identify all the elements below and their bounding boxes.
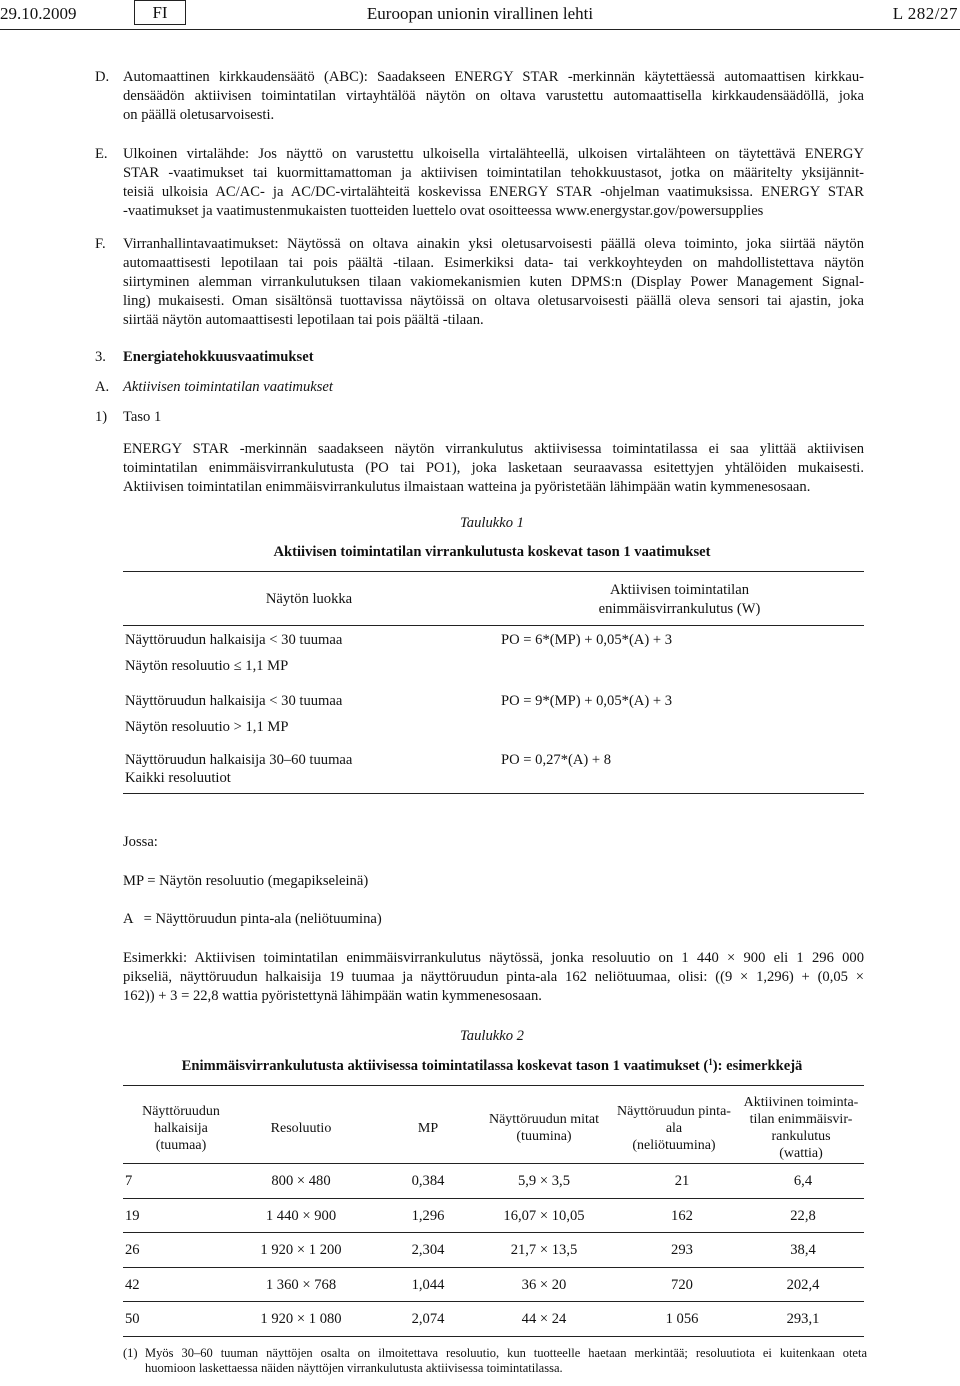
section-f-line: siirtyminen alemman virrankulutuksen tilaan vakiomekanismien kuten DPMS:n (Display Power Management Signal- xyxy=(123,274,864,290)
table-1-row3-formula: PO = 0,27*(A) + 8 xyxy=(501,752,612,768)
table-1-title: Aktiivisen toimintatilan virrankulutusta koskevat tason 1 vaatimukset xyxy=(273,544,711,560)
table-2-header-line: Näyttöruudun mitat xyxy=(488,1112,600,1127)
subsection-a-title: Aktiivisen toimintatilan vaatimukset xyxy=(123,379,333,395)
table-2-header-line: tilan enimmäisvir- xyxy=(749,1112,853,1127)
table-2-cell-dimensions: 36 × 20 xyxy=(521,1277,567,1293)
table-2-cell-dimensions: 16,07 × 10,05 xyxy=(503,1208,585,1224)
item-1-title: Taso 1 xyxy=(123,409,162,425)
table-1-header-rule xyxy=(123,625,864,626)
table-2-header-line: Näyttöruudun xyxy=(142,1104,220,1119)
section-f-line: Virranhallintavaatimukset: Näytössä on oltava ainakin yksi oletusarvoisesti päällä oleva toiminto, joka siirtää näytön xyxy=(123,236,864,252)
table-2-header-dimensions xyxy=(478,1111,610,1145)
table-2-footnote-ref: 1 xyxy=(708,1057,713,1067)
table-2-cell-dimensions: 21,7 × 13,5 xyxy=(510,1242,578,1258)
table-2-header-line: Näyttöruudun pinta- xyxy=(617,1104,731,1119)
table-2-cell-diagonal: 42 xyxy=(125,1277,140,1293)
footnote-marker: (1) xyxy=(123,1346,138,1360)
publication-date: 29.10.2009 xyxy=(0,4,77,23)
table-2-cell-power: 6,4 xyxy=(793,1173,813,1189)
table-2-cell-mp: 2,304 xyxy=(411,1242,445,1258)
table-2-header-line: (wattia) xyxy=(779,1146,823,1161)
table-2-cell-resolution: 1 920 × 1 200 xyxy=(260,1242,342,1258)
table-2-title-text: Enimmäisvirrankulutusta aktiivisessa toimintatilassa koskevat tason 1 vaatimukset ( xyxy=(181,1058,709,1074)
table-2-header-line: (tuumaa) xyxy=(155,1138,207,1153)
section-e-line: STAR -vaatimukset tai kuormittamattoman ja aktiivisen toimintatilan tehokkuustasot, jotka on määritelty yksijännit- xyxy=(123,165,864,181)
table-2-cell-mp: 2,074 xyxy=(411,1311,445,1327)
table-2-header-diagonal xyxy=(123,1103,239,1154)
section-f-line: ling) mukaisesti. Oman sisältönsä tuottavissa näytöissä on oltava oletusarvoisesti päällä oleva sensori tai ajastin, joka xyxy=(123,293,864,309)
section-e-line: -vaatimukset ja vaatimustenmukaisten tuotteiden luettelo ovat osoitteessa www.energystar.gov/powersupplies xyxy=(123,203,764,219)
table-2-cell-dimensions: 44 × 24 xyxy=(521,1311,567,1327)
section-3-title: Energiatehokkuusvaatimukset xyxy=(123,349,314,365)
table-2-cell-diagonal: 19 xyxy=(125,1208,140,1224)
tier-1-line: toimintatilan enimmäisvirrankulutusta (PO tai PO1), joka lasketaan seuraavassa esitettyjen yhtälöiden mukaisesti. xyxy=(123,460,864,476)
table-2-cell-diagonal: 50 xyxy=(125,1311,140,1327)
table-1-row1-formula: PO = 6*(MP) + 0,05*(A) + 3 xyxy=(501,632,673,648)
section-e-line: teisiä ulkoisia AC/AC- ja AC/DC-virtalähteitä koskevissa ENERGY STAR -ohjelman vaatimuksissa. ENERGY STAR xyxy=(123,184,864,200)
table-1-col2-header-line: enimmäisvirrankulutus (W) xyxy=(598,601,761,617)
section-d-line: densäädön aktiivisen toimintatilan virtayhtälöä näytön on oltava varustettu automaattisella kirkkaudensäädöllä, joka xyxy=(123,88,864,104)
footnote-line: Myös 30–60 tuuman näyttöjen osalta on ilmoitettava resoluutio, kun tuotteelle haetaan merkintää; resoluutiota ei kuitenkaan oteta xyxy=(145,1346,867,1360)
table-2-cell-dimensions: 5,9 × 3,5 xyxy=(517,1173,570,1189)
table-2-top-rule xyxy=(123,1085,864,1086)
table-2-row-rule xyxy=(123,1301,864,1302)
definition-mp: MP = Näytön resoluutio (megapikseleinä) xyxy=(123,873,369,889)
table-2-header-line: MP xyxy=(417,1121,439,1136)
definitions-intro: Jossa: xyxy=(123,834,158,850)
table-2-row-rule xyxy=(123,1267,864,1268)
page-reference: L 282/27 xyxy=(892,4,958,23)
table-1-col2-header xyxy=(495,581,864,619)
tier-1-line: ENERGY STAR -merkinnän saadakseen näytön virrankulutus aktiivisessa toimintatilassa ei saa ylittää aktiivisen xyxy=(123,441,864,457)
table-1-row2-formula: PO = 9*(MP) + 0,05*(A) + 3 xyxy=(501,693,673,709)
item-1-marker: 1) xyxy=(95,409,108,425)
table-2-bottom-rule xyxy=(123,1336,864,1337)
table-2-row-rule xyxy=(123,1232,864,1233)
table-2-cell-area: 21 xyxy=(674,1173,690,1189)
section-f-line: automaattisesti lepotilaan tai pois päältä -tilaan. Esimerkiksi data- tai verkkoyhteyden on mahdollistettava näytön xyxy=(123,255,864,271)
table-2-cell-resolution: 1 440 × 900 xyxy=(265,1208,337,1224)
language-code: FI xyxy=(134,0,186,25)
table-2-cell-area: 720 xyxy=(671,1277,693,1293)
table-2-cell-area: 162 xyxy=(671,1208,693,1224)
table-2-title xyxy=(0,1057,960,1076)
table-1-caption: Taulukko 1 xyxy=(460,515,524,531)
table-2-cell-resolution: 1 920 × 1 080 xyxy=(260,1311,342,1327)
table-2-header-resolution xyxy=(239,1120,363,1137)
section-f-marker: F. xyxy=(95,236,106,252)
section-d-line: on päällä oletusarvoisesti. xyxy=(123,107,275,123)
table-2-cell-power: 202,4 xyxy=(786,1277,820,1293)
table-1-col2-header-line: Aktiivisen toimintatilan xyxy=(609,582,750,598)
table-2-header-line: Resoluutio xyxy=(270,1121,332,1136)
table-2-cell-diagonal: 26 xyxy=(125,1242,140,1258)
table-1-row3-condition-a: Näyttöruudun halkaisija 30–60 tuumaa xyxy=(125,752,353,768)
table-1-row2-condition-b: Näytön resoluutio > 1,1 MP xyxy=(125,719,289,735)
table-2-header-line: rankulutus xyxy=(771,1129,831,1144)
table-2-cell-diagonal: 7 xyxy=(125,1173,133,1189)
table-2-cell-area: 1 056 xyxy=(665,1311,699,1327)
section-3-number: 3. xyxy=(95,349,106,365)
table-2-cell-resolution: 800 × 480 xyxy=(271,1173,331,1189)
tier-1-paragraph xyxy=(123,440,864,497)
table-2-cell-resolution: 1 360 × 768 xyxy=(265,1277,337,1293)
section-e-line: Ulkoinen virtalähde: Jos näyttö on varustettu ulkoisella virtalähteellä, ulkoisen virtalähteen on täytettävä ENERGY xyxy=(123,146,864,162)
table-2-header-power xyxy=(738,1094,864,1162)
table-1-bottom-rule xyxy=(123,793,864,794)
section-e-text xyxy=(123,145,864,221)
example-line: pikseliä, näyttöruudun halkaisija 19 tuumaa ja näyttöruudun pinta-ala 162 neliötuumaa, olisi: ((9 × 1,296) + (0,05 × xyxy=(123,969,864,985)
example-paragraph xyxy=(123,949,864,1006)
table-2-cell-power: 293,1 xyxy=(786,1311,820,1327)
table-1-col1-header: Näytön luokka xyxy=(265,591,353,607)
table-2-caption: Taulukko 2 xyxy=(460,1028,524,1044)
footnote-text xyxy=(145,1346,867,1376)
table-2-cell-mp: 1,044 xyxy=(411,1277,445,1293)
table-2-cell-power: 38,4 xyxy=(790,1242,816,1258)
table-1-row1-condition-b: Näytön resoluutio ≤ 1,1 MP xyxy=(125,658,289,674)
journal-title: Euroopan unionin virallinen lehti xyxy=(366,4,594,23)
table-1-row2-condition-a: Näyttöruudun halkaisija < 30 tuumaa xyxy=(125,693,343,709)
example-line: Esimerkki: Aktiivisen toimintatilan enimmäisvirrankulutus näytössä, jonka resoluutio on 1 440 × 900 eli 1 296 000 xyxy=(123,950,864,966)
table-2-header-line: (neliötuumina) xyxy=(632,1138,716,1153)
table-1-top-rule xyxy=(123,571,864,572)
definition-a: A = Näyttöruudun pinta-ala (neliötuumina) xyxy=(123,911,382,927)
section-d-marker: D. xyxy=(95,69,110,85)
table-2-header-line: ala xyxy=(665,1121,683,1136)
table-2-header-area xyxy=(610,1103,738,1154)
example-line: 162)) + 3 = 22,8 wattia pyöristettynä lähimpään watin kymmenesosaan. xyxy=(123,988,542,1004)
table-2-row-rule xyxy=(123,1198,864,1199)
table-2-header-rule xyxy=(123,1163,864,1164)
table-2-cell-area: 293 xyxy=(671,1242,693,1258)
footnote-line: huomioon laskettaessa näiden näyttöjen virrankulutusta aktiivisessa toimintatilassa. xyxy=(145,1361,563,1375)
table-2-header-line: (tuumina) xyxy=(516,1129,572,1144)
table-2-title-end: ): esimerkkejä xyxy=(712,1058,803,1074)
table-1-row3-condition-b: Kaikki resoluutiot xyxy=(125,770,231,786)
header-rule xyxy=(0,29,960,30)
section-d-line: Automaattinen kirkkaudensäätö (ABC): Saadakseen ENERGY STAR -merkinnän käytettäessä automaattisen kirkkau- xyxy=(123,69,864,85)
table-2-header-mp xyxy=(363,1120,493,1137)
table-2-header-line: Aktiivinen toiminta- xyxy=(743,1095,859,1110)
table-2-cell-power: 22,8 xyxy=(790,1208,816,1224)
section-d-text xyxy=(123,68,864,125)
section-f-line: siirtää näytön automaattisesti lepotilaan tai pois päältä -tilaan. xyxy=(123,312,484,328)
section-f-text xyxy=(123,235,864,330)
table-2-header-line: halkaisija xyxy=(154,1121,208,1136)
section-e-marker: E. xyxy=(95,146,108,162)
table-2-cell-mp: 1,296 xyxy=(411,1208,445,1224)
table-1-row1-condition-a: Näyttöruudun halkaisija < 30 tuumaa xyxy=(125,632,343,648)
table-2-cell-mp: 0,384 xyxy=(411,1173,445,1189)
tier-1-line: Aktiivisen toimintatilan enimmäisvirrankulutus ilmaistaan watteina ja pyöristetään lähimpään watin kymmenesosaan. xyxy=(123,479,811,495)
subsection-a-marker: A. xyxy=(95,379,110,395)
